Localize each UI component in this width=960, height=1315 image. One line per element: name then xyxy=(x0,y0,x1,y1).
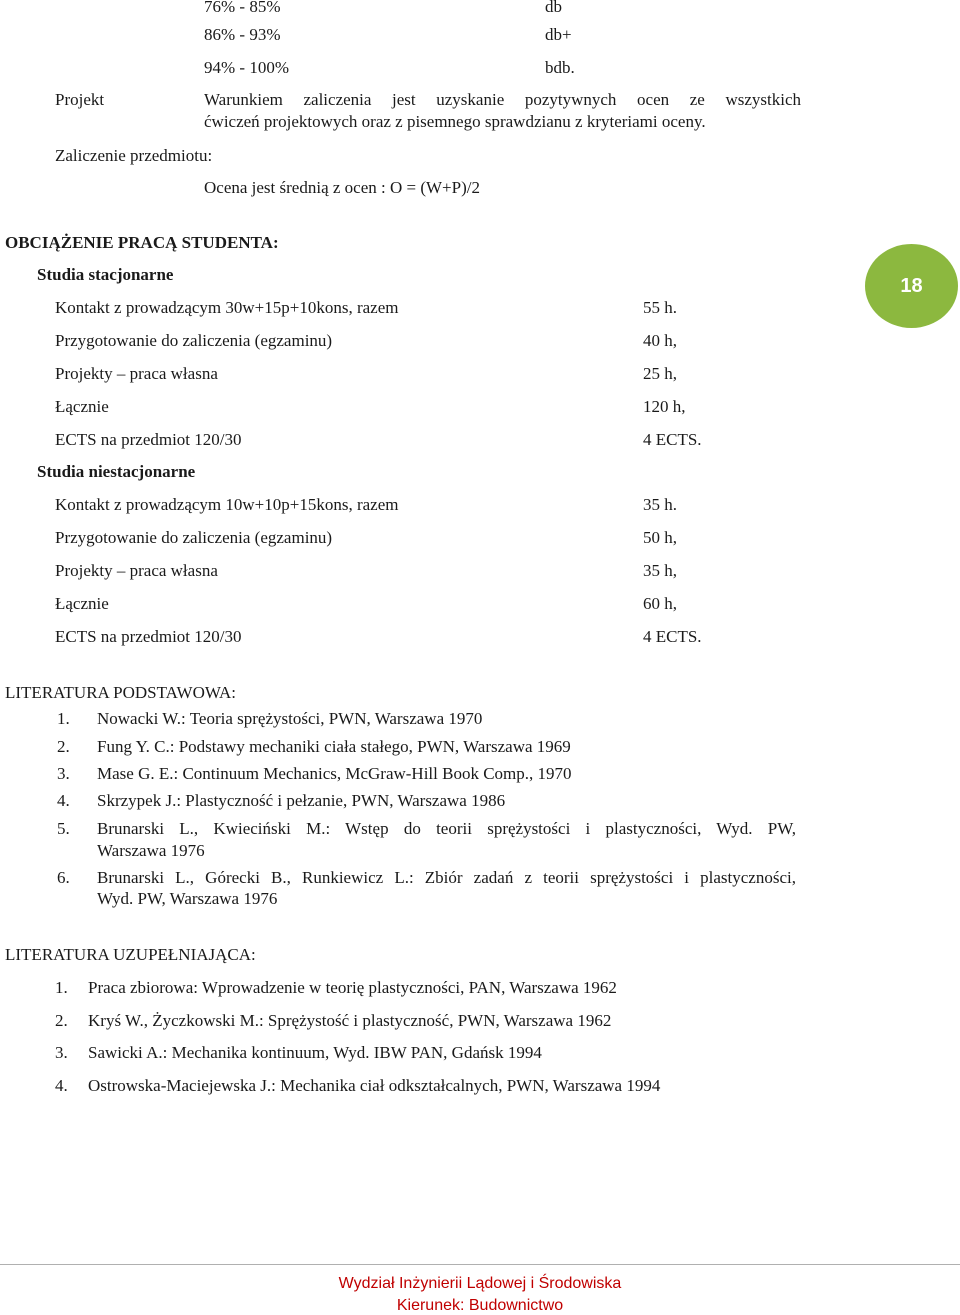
project-criteria-line: Warunkiem zaliczenia jest uzyskanie pozytywnych ocen ze wszystkich xyxy=(204,90,801,109)
footer-divider xyxy=(0,1264,960,1265)
workload-row-value: 50 h, xyxy=(643,528,677,547)
workload-row-label: ECTS na przedmiot 120/30 xyxy=(55,627,242,646)
literature-item-number: 2. xyxy=(55,1011,68,1030)
workload-row-value: 4 ECTS. xyxy=(643,430,702,449)
project-criteria-line: ćwiczeń projektowych oraz z pisemnego sprawdzianu z kryteriami oceny. xyxy=(204,112,706,131)
literature-item-number: 2. xyxy=(57,737,70,756)
workload-row-label: Projekty – praca własna xyxy=(55,364,218,383)
workload-row-label: Kontakt z prowadzącym 30w+15p+10kons, razem xyxy=(55,298,399,317)
literature-item-number: 3. xyxy=(55,1043,68,1062)
literature-item-text: Kryś W., Życzkowski M.: Sprężystość i plastyczność, PWN, Warszawa 1962 xyxy=(88,1011,612,1030)
workload-row-label: Przygotowanie do zaliczenia (egzaminu) xyxy=(55,331,333,350)
literature-basic-heading: LITERATURA PODSTAWOWA: xyxy=(5,683,237,702)
project-label: Projekt xyxy=(55,90,105,109)
literature-item-number: 3. xyxy=(57,764,70,783)
workload-row-value: 55 h. xyxy=(643,298,677,317)
literature-item-text: Skrzypek J.: Plastyczność i pełzanie, PWN, Warszawa 1986 xyxy=(97,791,506,810)
section-title-stationary: Studia stacjonarne xyxy=(37,265,174,284)
workload-row-label: ECTS na przedmiot 120/30 xyxy=(55,430,242,449)
literature-item-number: 4. xyxy=(55,1076,68,1095)
literature-item-text: Ostrowska-Maciejewska J.: Mechanika ciał odkształcalnych, PWN, Warszawa 1994 xyxy=(88,1076,661,1095)
literature-item-text: Praca zbiorowa: Wprowadzenie w teorię plastyczności, PAN, Warszawa 1962 xyxy=(88,978,617,997)
literature-item-text: Brunarski L., Kwieciński M.: Wstęp do teorii sprężystości i plastyczności, Wyd. PW, xyxy=(97,819,796,838)
footer-faculty: Wydział Inżynierii Lądowej i Środowiska xyxy=(338,1275,622,1292)
workload-row-value: 4 ECTS. xyxy=(643,627,702,646)
section-title-extramural: Studia niestacjonarne xyxy=(37,462,196,481)
literature-item-text-continued: Wyd. PW, Warszawa 1976 xyxy=(97,889,278,908)
literature-extra-heading: LITERATURA UZUPEŁNIAJĄCA: xyxy=(5,945,256,964)
literature-item-number: 1. xyxy=(57,709,70,728)
final-grade-formula: Ocena jest średnią z ocen : O = (W+P)/2 xyxy=(204,178,480,197)
literature-item-text: Brunarski L., Górecki B., Runkiewicz L.: Zbiór zadań z teorii sprężystości i plastyczności, xyxy=(97,868,796,887)
literature-item-text: Mase G. E.: Continuum Mechanics, McGraw-Hill Book Comp., 1970 xyxy=(97,764,572,783)
page-number-badge xyxy=(865,244,958,328)
literature-item-text: Nowacki W.: Teoria sprężystości, PWN, Warszawa 1970 xyxy=(97,709,483,728)
grade-value: db+ xyxy=(545,25,572,44)
workload-row-label: Przygotowanie do zaliczenia (egzaminu) xyxy=(55,528,333,547)
workload-row-value: 120 h, xyxy=(643,397,686,416)
grade-value: db xyxy=(545,0,562,16)
workload-row-value: 35 h. xyxy=(643,495,677,514)
workload-row-label: Projekty – praca własna xyxy=(55,561,218,580)
workload-row-value: 40 h, xyxy=(643,331,677,350)
grade-range: 86% - 93% xyxy=(204,25,281,44)
workload-row-label: Kontakt z prowadzącym 10w+10p+15kons, razem xyxy=(55,495,399,514)
literature-item-number: 1. xyxy=(55,978,68,997)
literature-item-number: 5. xyxy=(57,819,70,838)
literature-item-text-continued: Warszawa 1976 xyxy=(97,841,205,860)
workload-row-value: 35 h, xyxy=(643,561,677,580)
grade-range: 94% - 100% xyxy=(204,58,289,77)
grade-range: 76% - 85% xyxy=(204,0,281,16)
workload-row-label: Łącznie xyxy=(55,594,109,613)
literature-item-text: Fung Y. C.: Podstawy mechaniki ciała stałego, PWN, Warszawa 1969 xyxy=(97,737,571,756)
workload-heading: OBCIĄŻENIE PRACĄ STUDENTA: xyxy=(5,233,279,252)
literature-item-text: Sawicki A.: Mechanika kontinuum, Wyd. IBW PAN, Gdańsk 1994 xyxy=(88,1043,542,1062)
literature-item-number: 4. xyxy=(57,791,70,810)
final-grade-label: Zaliczenie przedmiotu: xyxy=(55,146,213,165)
literature-item-number: 6. xyxy=(57,868,70,887)
workload-row-value: 60 h, xyxy=(643,594,677,613)
workload-row-value: 25 h, xyxy=(643,364,677,383)
grade-value: bdb. xyxy=(545,58,575,77)
page-number: 18 xyxy=(900,274,923,297)
workload-row-label: Łącznie xyxy=(55,397,109,416)
footer-field: Kierunek: Budownictwo xyxy=(396,1297,564,1314)
